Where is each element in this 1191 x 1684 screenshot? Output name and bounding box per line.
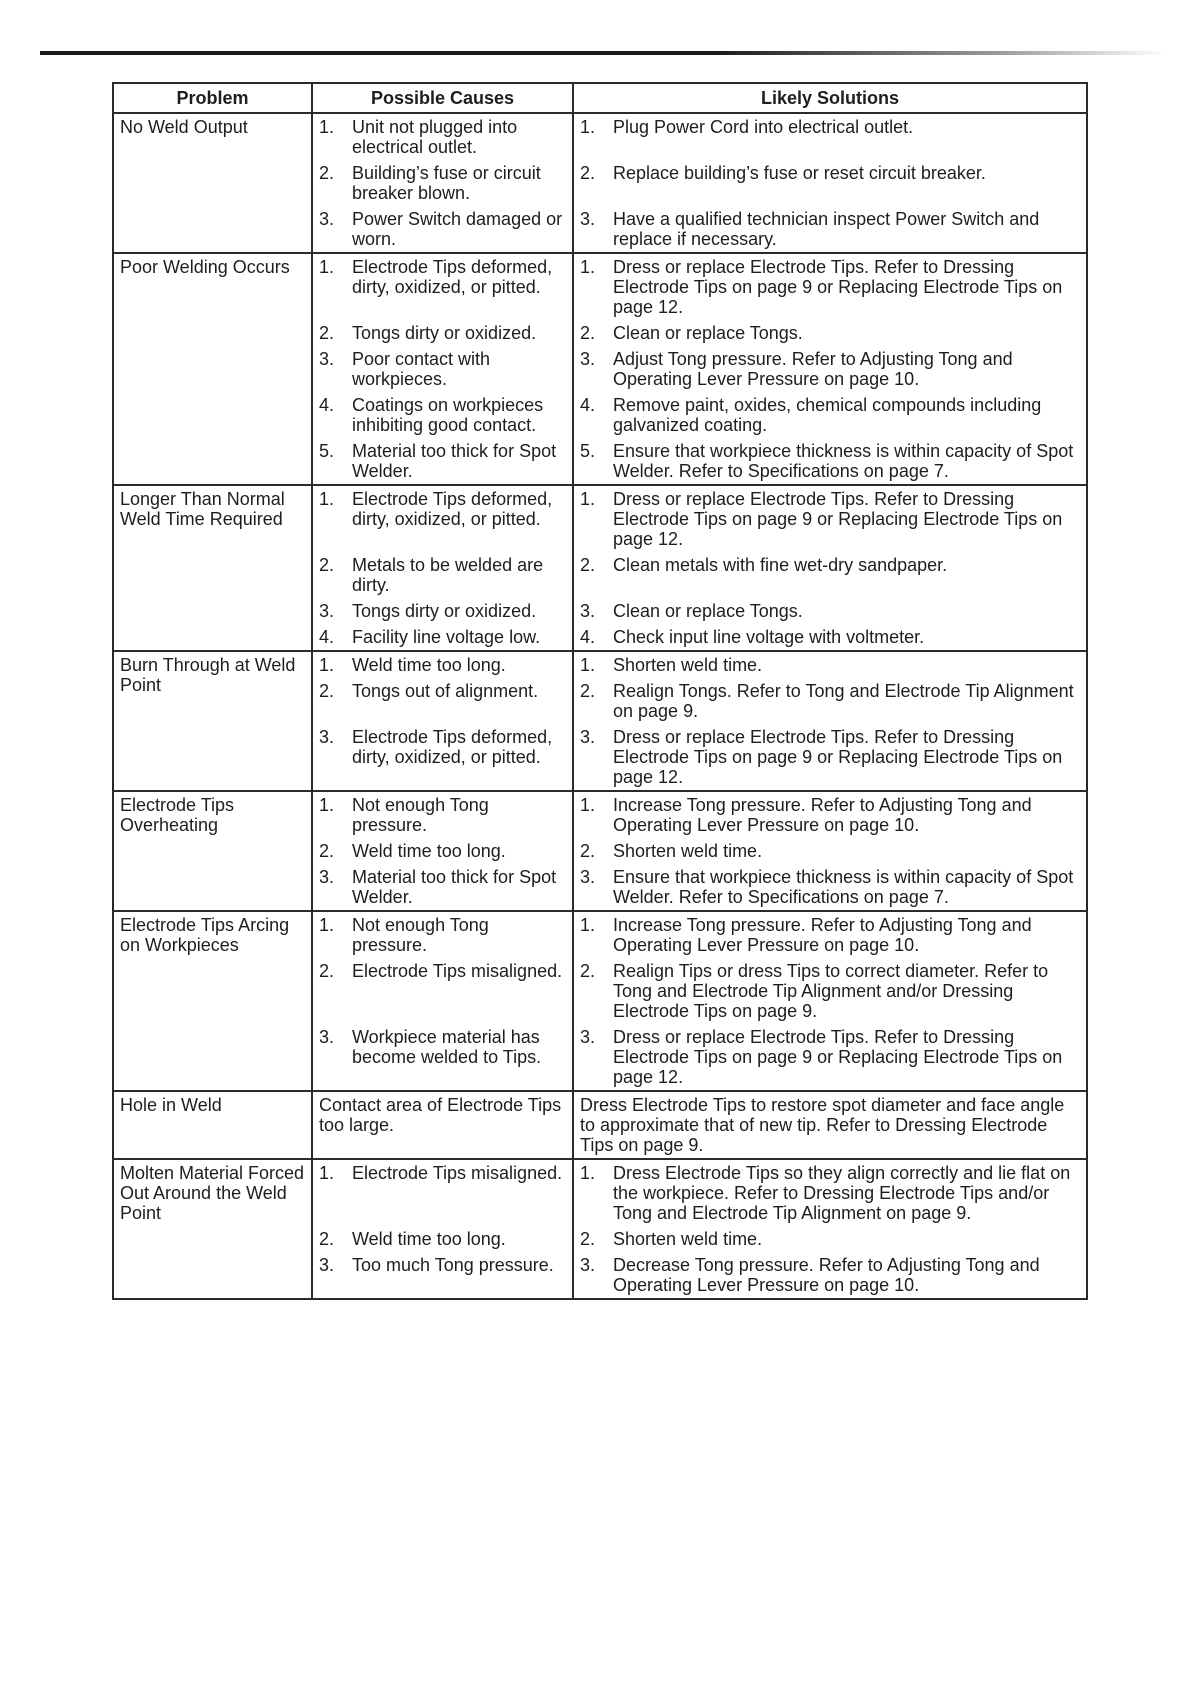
solution-text: Ensure that workpiece thickness is within capacity of Spot Welder. Refer to Specifications on page 7. [613, 441, 1074, 481]
cause-number: 3. [319, 867, 335, 887]
cause-text: Tongs dirty or oxidized. [352, 323, 537, 343]
cause-item [319, 625, 566, 650]
solution-cell [573, 439, 1087, 485]
cause-number: 1. [319, 1163, 335, 1183]
cause-cell [312, 1159, 573, 1227]
solution-text: Remove paint, oxides, chemical compounds including galvanized coating. [613, 395, 1042, 435]
cause-number: 3. [319, 727, 335, 747]
problem-cell: Longer Than Normal Weld Time Required [113, 485, 312, 651]
solution-text: Realign Tips or dress Tips to correct diameter. Refer to Tong and Electrode Tip Alignment and/or Dressing Electrode Tips on page 9. [613, 961, 1049, 1021]
solution-text: Dress or replace Electrode Tips. Refer to Dressing Electrode Tips on page 9 or Replacing Electrode Tips on page 12. [613, 489, 1063, 549]
solution-item [580, 1253, 1080, 1298]
solution-item [580, 1160, 1080, 1227]
cause-text: Building’s fuse or circuit breaker blown. [352, 163, 541, 203]
cause-text: Power Switch damaged or worn. [352, 209, 563, 249]
solution-cell [573, 113, 1087, 161]
solution-item [580, 725, 1080, 790]
cause-number: 3. [319, 1027, 335, 1047]
cause-text: Unit not plugged into electrical outlet. [352, 117, 518, 157]
cause-cell [312, 791, 573, 839]
solution-cell [573, 393, 1087, 439]
solution-cell [573, 207, 1087, 253]
solution-text: Plug Power Cord into electrical outlet. [613, 117, 914, 137]
solution-text: Dress or replace Electrode Tips. Refer to Dressing Electrode Tips on page 9 or Replacing Electrode Tips on page 12. [613, 257, 1063, 317]
problem-cell: Burn Through at Weld Point [113, 651, 312, 791]
cause-cell [312, 725, 573, 791]
cause-cell [312, 321, 573, 347]
cause-cell [312, 393, 573, 439]
solution-item [580, 959, 1080, 1025]
cause-cell [312, 253, 573, 321]
cause-number: 4. [319, 395, 335, 415]
cause-text: Weld time too long. [352, 841, 506, 861]
cause-item [319, 207, 566, 252]
cause-item [319, 839, 566, 865]
cause-number: 1. [319, 257, 335, 277]
table-body [113, 113, 1087, 1299]
cause-item [319, 486, 566, 533]
cause-text: Weld time too long. [352, 1229, 506, 1249]
cause-item [319, 959, 566, 985]
solution-text: Dress Electrode Tips so they align correctly and lie flat on the workpiece. Refer to Dressing Electrode Tips and/or Tong and Electrode Tip Alignment on page 9. [613, 1163, 1071, 1223]
cause-item [319, 321, 566, 347]
solution-cell [573, 1253, 1087, 1299]
solution-item [580, 114, 1080, 141]
solution-cell [573, 1227, 1087, 1253]
cause-cell [312, 439, 573, 485]
cause-cell [312, 651, 573, 679]
table-row [113, 791, 1087, 839]
cause-number: 4. [319, 627, 335, 647]
header-likely-solutions: Likely Solutions [573, 83, 1087, 113]
cause-cell [312, 485, 573, 553]
solution-text: Clean metals with fine wet-dry sandpaper. [613, 555, 948, 575]
cause-text: Tongs out of alignment. [352, 681, 539, 701]
solution-number: 5. [580, 441, 596, 461]
solution-cell [573, 959, 1087, 1025]
solution-number: 2. [580, 163, 596, 183]
cause-cell [312, 599, 573, 625]
cause-number: 2. [319, 163, 335, 183]
solution-number: 3. [580, 601, 596, 621]
cause-number: 2. [319, 841, 335, 861]
solution-item [580, 347, 1080, 393]
cause-number: 2. [319, 961, 335, 981]
solution-item [580, 439, 1080, 484]
solution-number: 1. [580, 1163, 596, 1183]
cause-cell [312, 207, 573, 253]
problem-cell: No Weld Output [113, 113, 312, 253]
solution-number: 1. [580, 915, 596, 935]
cause-cell [312, 679, 573, 725]
cause-cell [312, 1253, 573, 1299]
cause-text: Electrode Tips deformed, dirty, oxidized, or pitted. [352, 489, 553, 529]
cause-number: 3. [319, 349, 335, 369]
cause-cell [312, 911, 573, 959]
cause-number: 1. [319, 489, 335, 509]
solution-text: Clean or replace Tongs. [613, 601, 803, 621]
cause-item [319, 912, 566, 959]
solution-number: 4. [580, 395, 596, 415]
solution-number: 3. [580, 1027, 596, 1047]
solution-cell [573, 725, 1087, 791]
cause-text: Workpiece material has become welded to Tips. [352, 1027, 542, 1067]
solution-text: Increase Tong pressure. Refer to Adjusting Tong and Operating Lever Pressure on page 10. [613, 795, 1032, 835]
solution-number: 2. [580, 1229, 596, 1249]
cause-cell [312, 113, 573, 161]
solution-item [580, 599, 1080, 625]
solution-item [580, 865, 1080, 910]
header-problem: Problem [113, 83, 312, 113]
table-row [113, 1159, 1087, 1227]
solution-cell [573, 485, 1087, 553]
solution-item [580, 839, 1080, 865]
solution-cell [573, 553, 1087, 599]
solution-text: Have a qualified technician inspect Power Switch and replace if necessary. [613, 209, 1040, 249]
cause-number: 1. [319, 117, 335, 137]
cause-cell [312, 625, 573, 651]
solution-text: Replace building’s fuse or reset circuit breaker. [613, 163, 986, 183]
cause-cell [312, 1091, 573, 1159]
cause-cell [312, 1025, 573, 1091]
solution-cell [573, 791, 1087, 839]
solution-cell [573, 625, 1087, 651]
cause-item [319, 347, 566, 393]
cause-item [319, 1253, 566, 1278]
cause-item [319, 1227, 566, 1253]
solution-number: 2. [580, 555, 596, 575]
cause-text: Electrode Tips deformed, dirty, oxidized, or pitted. [352, 727, 553, 767]
cause-text: Too much Tong pressure. [352, 1255, 554, 1275]
solution-item [580, 321, 1080, 347]
cause-text: Coatings on workpieces inhibiting good contact. [352, 395, 544, 435]
solution-text: Dress Electrode Tips to restore spot diameter and face angle to approximate that of new tip. Refer to Dressing Electrode Tips on page 9. [580, 1095, 1065, 1155]
cause-number: 2. [319, 323, 335, 343]
cause-cell [312, 553, 573, 599]
solution-number: 2. [580, 961, 596, 981]
cause-text: Weld time too long. [352, 655, 506, 675]
solution-text: Shorten weld time. [613, 1229, 763, 1249]
problem-cell: Poor Welding Occurs [113, 253, 312, 485]
solution-item [580, 254, 1080, 321]
solution-number: 3. [580, 867, 596, 887]
cause-item [319, 1025, 566, 1070]
solution-cell [573, 253, 1087, 321]
solution-item [580, 625, 1080, 650]
cause-item [319, 439, 566, 484]
table-header-row [113, 83, 1087, 113]
solution-number: 1. [580, 117, 596, 137]
solution-text: Ensure that workpiece thickness is within capacity of Spot Welder. Refer to Specifications on page 7. [613, 867, 1074, 907]
cause-item [319, 652, 566, 679]
cause-text: Tongs dirty or oxidized. [352, 601, 537, 621]
table-row [113, 1091, 1087, 1159]
cause-number: 3. [319, 601, 335, 621]
solution-number: 3. [580, 727, 596, 747]
solution-text: Clean or replace Tongs. [613, 323, 803, 343]
cause-text: Not enough Tong pressure. [352, 795, 489, 835]
cause-number: 1. [319, 795, 335, 815]
solution-cell [573, 839, 1087, 865]
solution-cell [573, 161, 1087, 207]
cause-text: Electrode Tips misaligned. [352, 1163, 563, 1183]
solution-item [580, 652, 1080, 679]
solution-cell [573, 1091, 1087, 1159]
cause-text: Poor contact with workpieces. [352, 349, 491, 389]
solution-text: Check input line voltage with voltmeter. [613, 627, 925, 647]
solution-text: Adjust Tong pressure. Refer to Adjusting Tong and Operating Lever Pressure on page 10. [613, 349, 1013, 389]
cause-item [319, 599, 566, 625]
solution-cell [573, 321, 1087, 347]
table-row [113, 113, 1087, 161]
cause-number: 1. [319, 655, 335, 675]
solution-number: 2. [580, 841, 596, 861]
cause-text: Facility line voltage low. [352, 627, 541, 647]
solution-cell [573, 865, 1087, 911]
solution-item [580, 1227, 1080, 1253]
cause-item [319, 553, 566, 599]
cause-item [319, 161, 566, 207]
cause-cell [312, 161, 573, 207]
cause-number: 2. [319, 555, 335, 575]
solution-cell [573, 599, 1087, 625]
cause-item [319, 679, 566, 705]
solution-number: 1. [580, 655, 596, 675]
cause-number: 3. [319, 1255, 335, 1275]
solution-item [580, 679, 1080, 725]
solution-text: Decrease Tong pressure. Refer to Adjusting Tong and Operating Lever Pressure on page 10. [613, 1255, 1040, 1295]
cause-item [319, 254, 566, 301]
solution-cell [573, 911, 1087, 959]
solution-text: Realign Tongs. Refer to Tong and Electrode Tip Alignment on page 9. [613, 681, 1074, 721]
solution-number: 1. [580, 489, 596, 509]
cause-text: Material too thick for Spot Welder. [352, 867, 557, 907]
troubleshooting-table [112, 82, 1088, 1300]
solution-number: 2. [580, 323, 596, 343]
solution-item [580, 1025, 1080, 1090]
cause-text: Contact area of Electrode Tips too large. [319, 1095, 562, 1135]
cause-text: Material too thick for Spot Welder. [352, 441, 557, 481]
solution-text: Shorten weld time. [613, 655, 763, 675]
cause-item [319, 1160, 566, 1187]
cause-number: 2. [319, 681, 335, 701]
solution-number: 2. [580, 681, 596, 701]
table-row [113, 651, 1087, 679]
cause-cell [312, 347, 573, 393]
cause-item [319, 725, 566, 770]
cause-cell [312, 865, 573, 911]
solution-item [580, 912, 1080, 959]
problem-cell: Hole in Weld [113, 1091, 312, 1159]
problem-cell: Electrode Tips Arcing on Workpieces [113, 911, 312, 1091]
header-possible-causes: Possible Causes [312, 83, 573, 113]
solution-text: Dress or replace Electrode Tips. Refer to Dressing Electrode Tips on page 9 or Replacing Electrode Tips on page 12. [613, 727, 1063, 787]
cause-number: 3. [319, 209, 335, 229]
solution-item [580, 486, 1080, 553]
cause-text: Not enough Tong pressure. [352, 915, 489, 955]
solution-text: Increase Tong pressure. Refer to Adjusting Tong and Operating Lever Pressure on page 10. [613, 915, 1032, 955]
solution-text: Shorten weld time. [613, 841, 763, 861]
table-row [113, 911, 1087, 959]
solution-number: 4. [580, 627, 596, 647]
solution-item [580, 792, 1080, 839]
solution-cell [573, 347, 1087, 393]
cause-item [319, 865, 566, 910]
table-row [113, 485, 1087, 553]
solution-item [580, 553, 1080, 579]
cause-item [319, 792, 566, 839]
cause-text: Metals to be welded are dirty. [352, 555, 544, 595]
solution-item [580, 161, 1080, 187]
cause-cell [312, 839, 573, 865]
cause-text: Electrode Tips deformed, dirty, oxidized, or pitted. [352, 257, 553, 297]
header-rule [40, 51, 1165, 55]
solution-number: 1. [580, 257, 596, 277]
cause-number: 2. [319, 1229, 335, 1249]
solution-number: 3. [580, 209, 596, 229]
cause-cell [312, 1227, 573, 1253]
cause-text: Electrode Tips misaligned. [352, 961, 563, 981]
solution-number: 1. [580, 795, 596, 815]
solution-number: 3. [580, 349, 596, 369]
problem-cell: Molten Material Forced Out Around the Weld Point [113, 1159, 312, 1299]
solution-cell [573, 1025, 1087, 1091]
problem-cell: Electrode Tips Overheating [113, 791, 312, 911]
solution-number: 3. [580, 1255, 596, 1275]
cause-cell [312, 959, 573, 1025]
cause-number: 1. [319, 915, 335, 935]
cause-item [319, 393, 566, 439]
solution-cell [573, 651, 1087, 679]
cause-item [319, 114, 566, 161]
solution-item [580, 207, 1080, 252]
solution-cell [573, 1159, 1087, 1227]
solution-item [580, 393, 1080, 439]
table-row [113, 253, 1087, 321]
solution-cell [573, 679, 1087, 725]
cause-number: 5. [319, 441, 335, 461]
solution-text: Dress or replace Electrode Tips. Refer to Dressing Electrode Tips on page 9 or Replacing Electrode Tips on page 12. [613, 1027, 1063, 1087]
